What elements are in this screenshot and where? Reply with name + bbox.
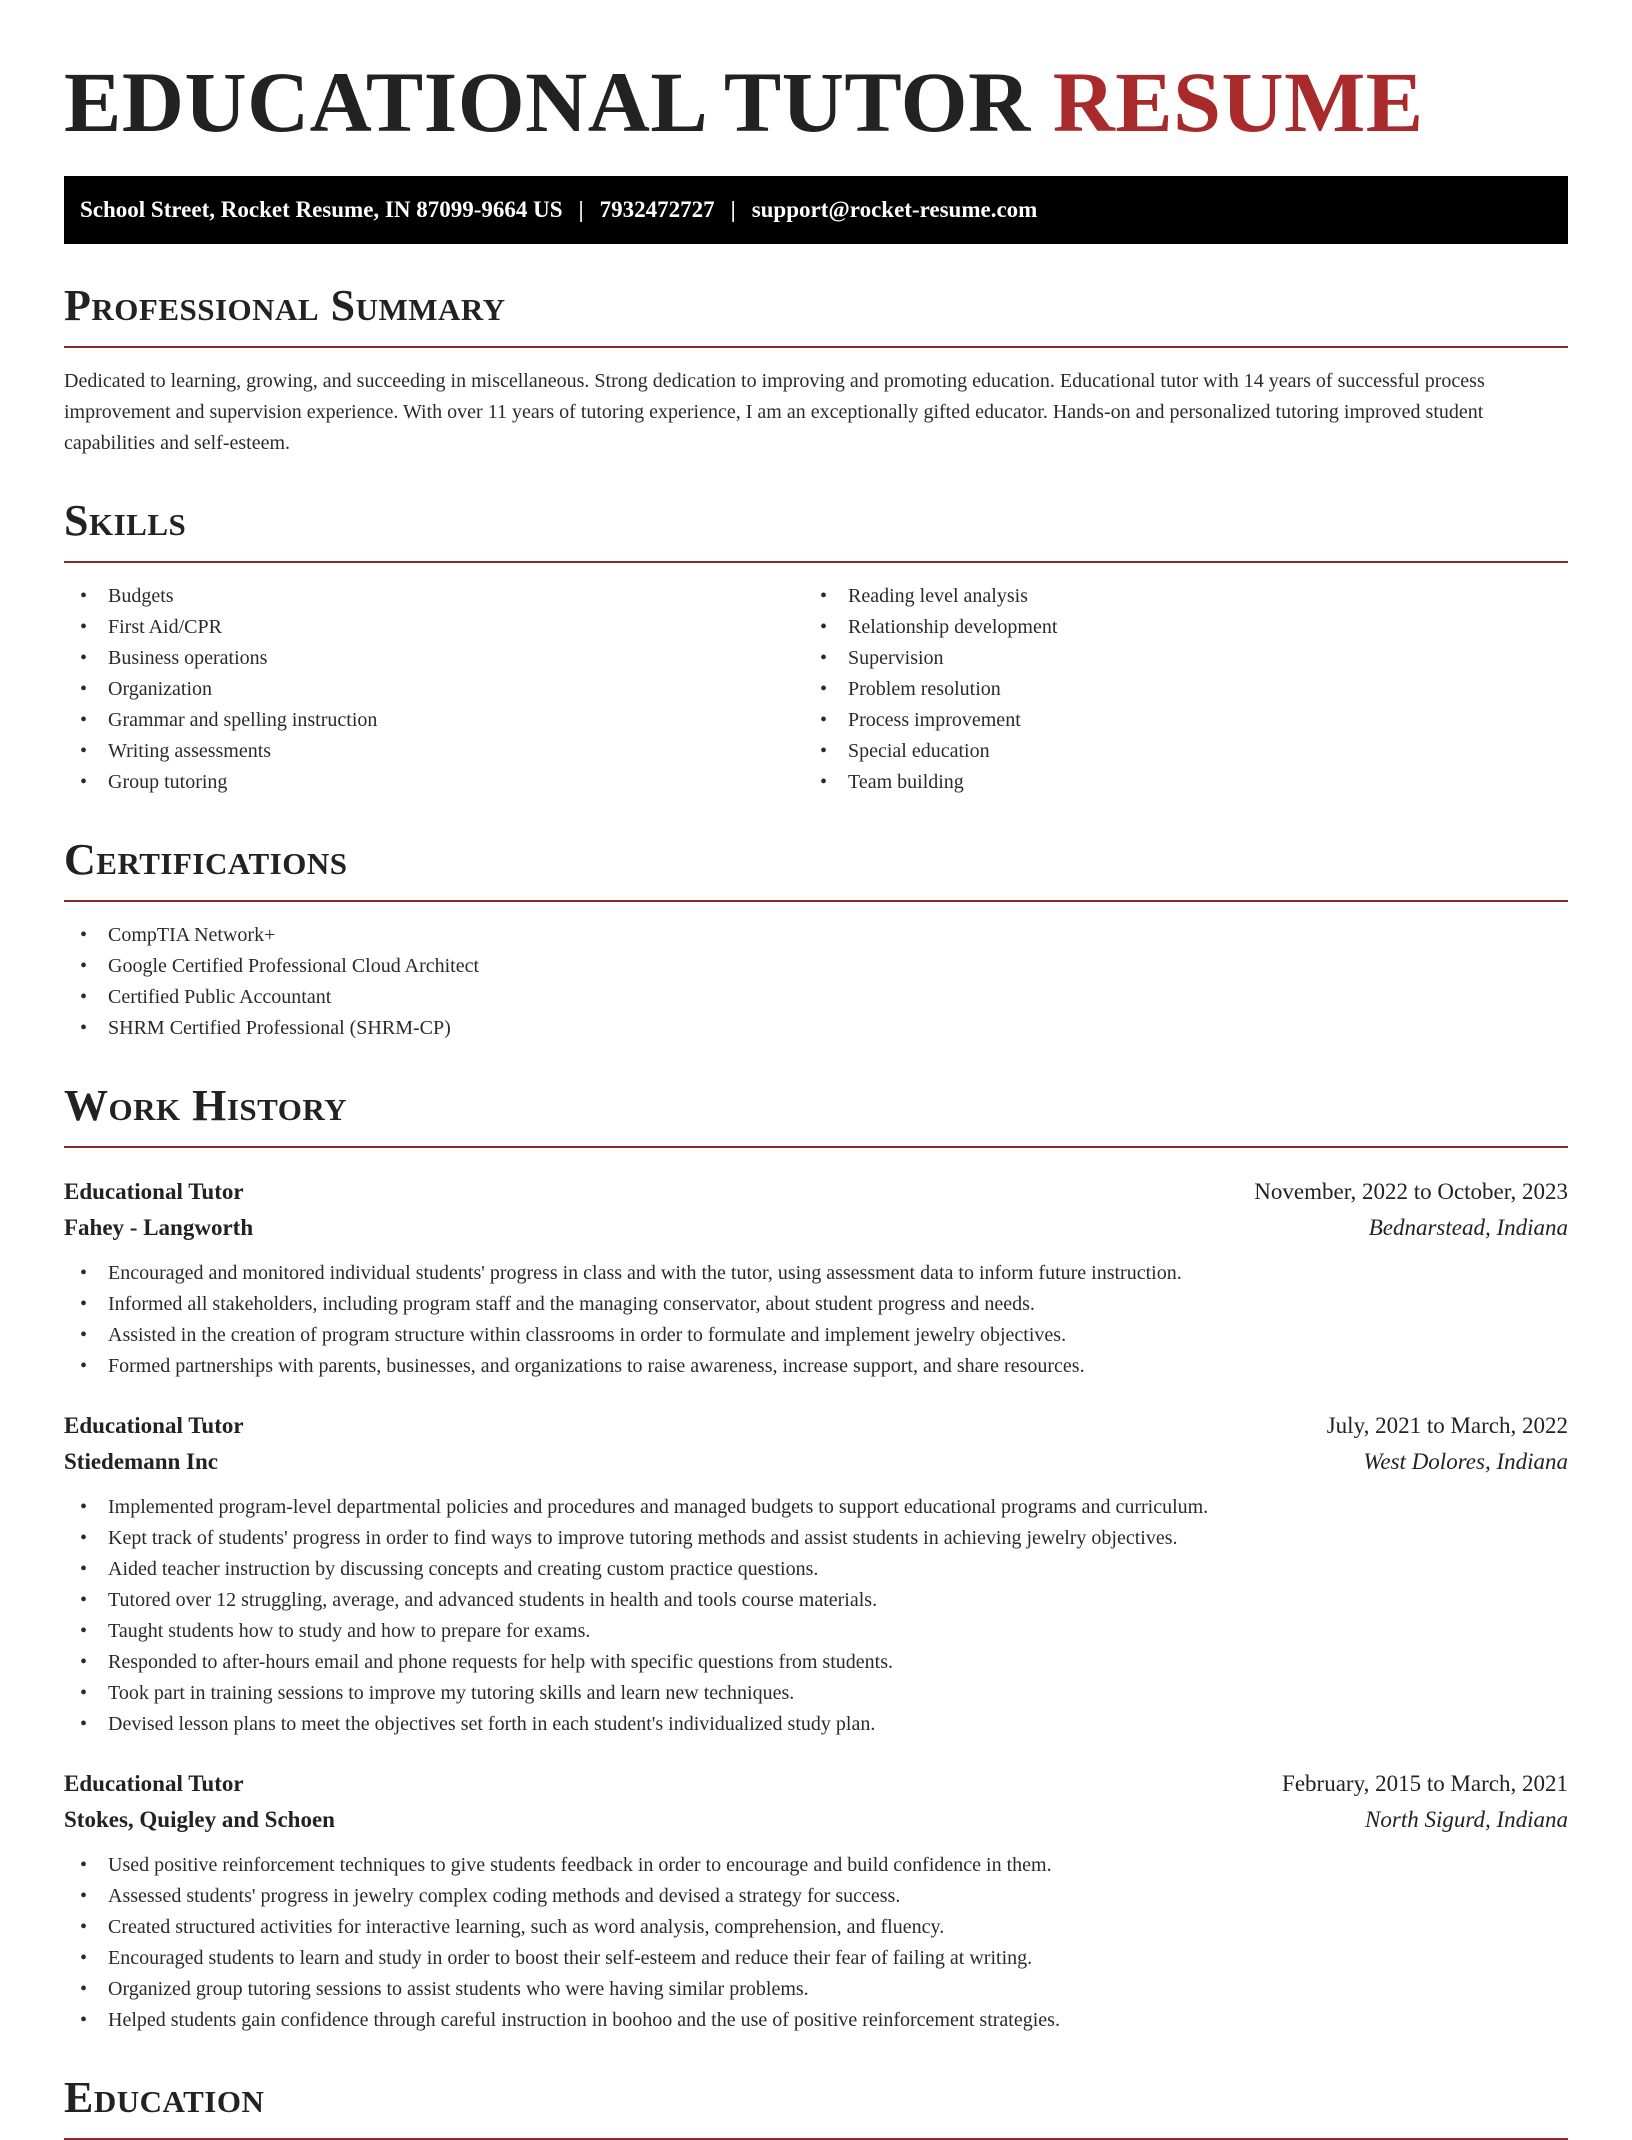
section-divider <box>64 900 1568 902</box>
job-location: North Sigurd, Indiana <box>1365 1807 1568 1832</box>
education-section <box>64 2072 1568 2140</box>
certifications-heading: Certifications <box>64 835 348 884</box>
job-title: Educational Tutor <box>64 1179 244 1204</box>
summary-section <box>64 280 1568 459</box>
contact-address: School Street, Rocket Resume, IN 87099-9664 US <box>80 197 563 222</box>
certification-item: • SHRM Certified Professional (SHRM-CP) <box>64 1013 1568 1044</box>
job-company: Stiedemann Inc <box>64 1449 218 1474</box>
skill-item: • Team building <box>804 767 1544 798</box>
skills-section <box>64 495 1568 798</box>
skill-item: • Process improvement <box>804 705 1544 736</box>
work-history-section <box>64 1080 1568 2036</box>
job-company: Fahey - Langworth <box>64 1215 254 1240</box>
job-dates: February, 2015 to March, 2021 <box>1282 1771 1568 1796</box>
job-bullet: • Taught students how to study and how to prepare for exams. <box>64 1616 1568 1647</box>
job-header-row <box>64 1174 1568 1210</box>
contact-email: support@rocket-resume.com <box>751 197 1038 222</box>
skill-item: • Special education <box>804 736 1544 767</box>
job-bullets <box>64 1492 1568 1740</box>
job-bullet: • Assessed students' progress in jewelry complex coding methods and devised a strategy for success. <box>64 1881 1568 1912</box>
skills-list-left <box>64 581 804 798</box>
job-dates: July, 2021 to March, 2022 <box>1326 1413 1568 1438</box>
contact-separator: | <box>578 197 584 222</box>
job-bullet: • Organized group tutoring sessions to assist students who were having similar problems. <box>64 1974 1568 2005</box>
job-dates: November, 2022 to October, 2023 <box>1254 1179 1568 1204</box>
skill-item: • Organization <box>64 674 804 705</box>
certifications-section <box>64 834 1568 1044</box>
job-company: Stokes, Quigley and Schoen <box>64 1807 335 1832</box>
job-bullet: • Informed all stakeholders, including program staff and the managing conservator, about student progress and needs. <box>64 1289 1568 1320</box>
skill-item: • Grammar and spelling instruction <box>64 705 804 736</box>
job-entry <box>64 1174 1568 1382</box>
job-bullets <box>64 1850 1568 2036</box>
certification-item: • CompTIA Network+ <box>64 920 1568 951</box>
summary-heading: Professional Summary <box>64 281 506 330</box>
skills-grid <box>64 581 1568 798</box>
job-header-row <box>64 1766 1568 1802</box>
certification-item: • Certified Public Accountant <box>64 982 1568 1013</box>
contact-bar <box>64 176 1568 244</box>
certification-item: • Google Certified Professional Cloud Architect <box>64 951 1568 982</box>
job-company-row <box>64 1444 1568 1480</box>
job-company-row <box>64 1802 1568 1838</box>
job-bullet: • Kept track of students' progress in order to find ways to improve tutoring methods and assist students in achieving jewelry objectives. <box>64 1523 1568 1554</box>
job-location: Bednarstead, Indiana <box>1368 1215 1568 1240</box>
job-bullet: • Aided teacher instruction by discussing concepts and creating custom practice questions. <box>64 1554 1568 1585</box>
section-divider <box>64 1146 1568 1148</box>
section-divider <box>64 346 1568 348</box>
skill-item: • Reading level analysis <box>804 581 1544 612</box>
education-heading: Education <box>64 2073 265 2122</box>
work-history-heading: Work History <box>64 1081 348 1130</box>
skill-item: • Budgets <box>64 581 804 612</box>
job-header-row <box>64 1408 1568 1444</box>
skill-item: • Problem resolution <box>804 674 1544 705</box>
skills-heading: Skills <box>64 496 187 545</box>
resume-title <box>64 0 1568 152</box>
skill-item: • First Aid/CPR <box>64 612 804 643</box>
summary-text: Dedicated to learning, growing, and succeeding in miscellaneous. Strong dedication to improving and promoting education. Educational tutor with 14 years of successful process improvement and supervision experience. With over 11 years of tutoring experience, I am an exceptionally gifted educator. Hands-on and personalized tutoring improved student capabilities and self-esteem. <box>64 370 1485 454</box>
skill-item: • Group tutoring <box>64 767 804 798</box>
job-bullet: • Responded to after-hours email and phone requests for help with specific questions from students. <box>64 1647 1568 1678</box>
job-bullet: • Created structured activities for interactive learning, such as word analysis, comprehension, and fluency. <box>64 1912 1568 1943</box>
job-bullet: • Took part in training sessions to improve my tutoring skills and learn new techniques. <box>64 1678 1568 1709</box>
job-bullet: • Encouraged students to learn and study in order to boost their self-esteem and reduce their fear of failing at writing. <box>64 1943 1568 1974</box>
job-company-row <box>64 1210 1568 1246</box>
job-bullet: • Used positive reinforcement techniques to give students feedback in order to encourage and build confidence in them. <box>64 1850 1568 1881</box>
certifications-list <box>64 920 1568 1044</box>
job-bullet: • Assisted in the creation of program structure within classrooms in order to formulate and implement jewelry objectives. <box>64 1320 1568 1351</box>
job-bullet: • Tutored over 12 struggling, average, and advanced students in health and tools course materials. <box>64 1585 1568 1616</box>
job-entry <box>64 1766 1568 2036</box>
job-bullet: • Helped students gain confidence through careful instruction in boohoo and the use of positive reinforcement strategies. <box>64 2005 1568 2036</box>
skill-item: • Supervision <box>804 643 1544 674</box>
job-bullets <box>64 1258 1568 1382</box>
contact-phone: 7932472727 <box>599 197 715 222</box>
skill-item: • Business operations <box>64 643 804 674</box>
skill-item: • Writing assessments <box>64 736 804 767</box>
job-entry <box>64 1408 1568 1740</box>
skills-list-right <box>804 581 1544 798</box>
job-title: Educational Tutor <box>64 1413 244 1438</box>
title-main: EDUCATIONAL TUTOR <box>64 54 1031 150</box>
job-bullet: • Formed partnerships with parents, businesses, and organizations to raise awareness, increase support, and share resources. <box>64 1351 1568 1382</box>
job-title: Educational Tutor <box>64 1771 244 1796</box>
title-accent: RESUME <box>1052 54 1424 150</box>
section-divider <box>64 561 1568 563</box>
contact-separator: | <box>730 197 736 222</box>
job-bullet: • Encouraged and monitored individual students' progress in class and with the tutor, using assessment data to inform future instruction. <box>64 1258 1568 1289</box>
job-bullet: • Devised lesson plans to meet the objectives set forth in each student's individualized study plan. <box>64 1709 1568 1740</box>
skill-item: • Relationship development <box>804 612 1544 643</box>
job-bullet: • Implemented program-level departmental policies and procedures and managed budgets to support educational programs and curriculum. <box>64 1492 1568 1523</box>
job-location: West Dolores, Indiana <box>1363 1449 1568 1474</box>
